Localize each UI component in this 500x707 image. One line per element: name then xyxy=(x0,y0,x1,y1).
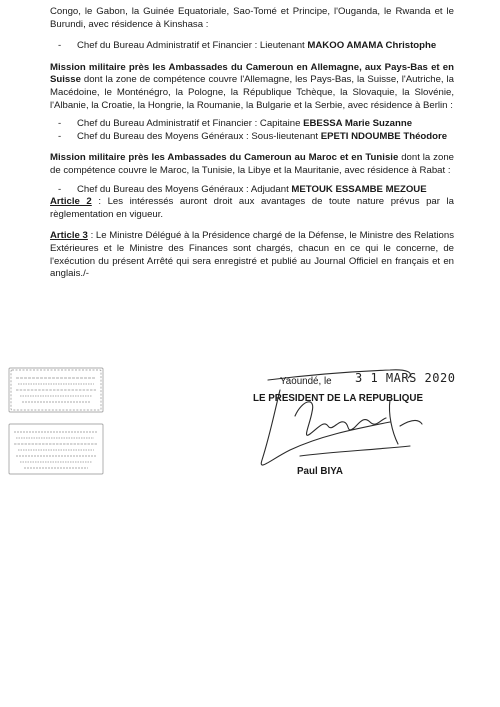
bullet-person-name: EBESSA Marie Suzanne xyxy=(303,118,413,130)
signature-place: Yaoundé, le xyxy=(280,376,332,387)
bullet-label: Chef du Bureau Administratif et Financier : Lieutenant xyxy=(77,40,308,52)
article-text: : Le Ministre Délégué à la Présidence chargé de la Défense, le Ministre des Relations Extérieures et le Ministre des Finances sont chargés, chacun en ce qui le concerne, de l'exécution du présent Arrêté qui sera enregistré et publié au Journal Officiel en français et en anglais./- xyxy=(50,230,454,280)
article-text: : Les intéressés auront droit aux avantages de toute nature prévus par la règlementation en vigueur. xyxy=(50,196,454,220)
bullet-dash: - xyxy=(58,183,62,195)
paragraph-residence-kinshasa: Congo, le Gabon, la Guinée Equatoriale, Sao-Tomé et Principe, l'Ouganda, le Rwanda et le Burundi, avec résidence à Kinshasa : xyxy=(50,6,454,30)
mission-description: dont la zone de compétence couvre l'Allemagne, les Pays-Bas, la Suisse, l'Autriche, la Macédoine, le Monténégro, la Pologne, la République Tchèque, la Slovaquie, la Slovénie, l'Albanie, la Croatie, la Hongrie, la Roumanie, la Bulgarie et la Serbie, avec résidence à Berlin : xyxy=(50,74,454,111)
document-body xyxy=(50,6,454,281)
article-3 xyxy=(50,230,454,280)
mission-allemagne xyxy=(50,62,454,112)
bullet-label: Chef du Bureau des Moyens Généraux : Sous-lieutenant xyxy=(77,130,321,142)
bullet-person-name: METOUK ESSAMBE MEZOUE xyxy=(291,183,427,195)
bullet-dash: - xyxy=(58,118,62,130)
bullet-epeti xyxy=(50,131,454,144)
bullet-ebessa xyxy=(50,118,454,131)
bullet-label: Chef du Bureau Administratif et Financier : Capitaine xyxy=(77,118,304,130)
bullet-makoo xyxy=(50,40,454,53)
bullet-person-name: EPETI NDOUMBE Théodore xyxy=(320,130,448,142)
bullet-label: Chef du Bureau des Moyens Généraux : Adjudant xyxy=(77,183,292,195)
bullet-dash: - xyxy=(58,130,62,142)
mission-heading: Mission militaire près les Ambassades du Cameroun au Maroc et en Tunisie xyxy=(50,152,399,164)
mission-heading: Mission militaire près les Ambassades du Cameroun en Allemagne, aux Pays-Bas et en Suisse xyxy=(50,61,454,86)
bullet-metouk xyxy=(50,184,454,197)
signature-date: 3 1 MARS 2020 xyxy=(355,371,456,385)
article-label: Article 3 xyxy=(50,230,88,242)
mission-maroc xyxy=(50,152,454,177)
signatory-name: Paul BIYA xyxy=(297,466,343,477)
article-label: Article 2 xyxy=(50,196,92,208)
official-stamp xyxy=(6,364,106,482)
bullet-dash: - xyxy=(58,40,62,52)
signatory-title: LE PRESIDENT DE LA REPUBLIQUE xyxy=(253,393,424,404)
mission-description: dont la zone de compétence couvre le Maroc, la Tunisie, la Libye et la Mauritanie, avec résidence à Rabat : xyxy=(50,152,454,176)
bullet-person-name: MAKOO AMAMA Christophe xyxy=(307,40,437,52)
article-2 xyxy=(50,196,454,221)
